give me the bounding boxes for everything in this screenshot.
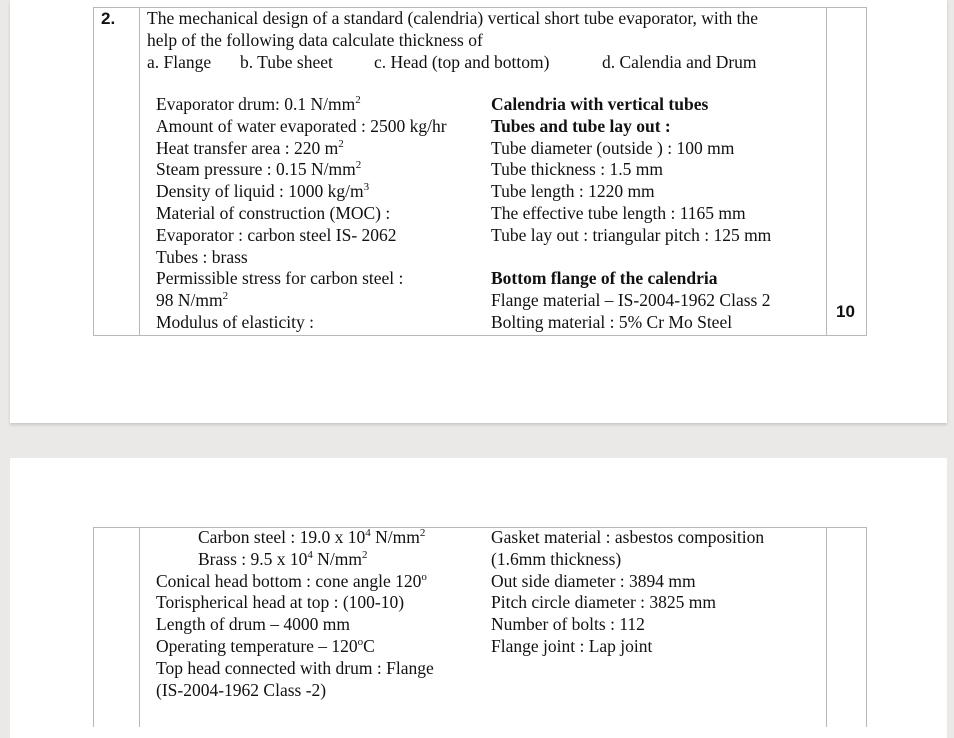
- superscript: 2: [355, 159, 362, 172]
- given-data-left-continued: [156, 527, 434, 701]
- data-line: [156, 181, 447, 203]
- given-data-left: [156, 94, 447, 334]
- line-text: Out side diameter : 3894 mm: [491, 570, 696, 591]
- data-line: [156, 571, 434, 593]
- data-line: [491, 203, 771, 225]
- line-text: Tubes : brass: [156, 246, 248, 267]
- data-line: [156, 290, 447, 312]
- data-line: [491, 138, 771, 160]
- line-text: The effective tube length : 1165 mm: [491, 202, 746, 223]
- line-text: Permissible stress for carbon steel :: [156, 268, 404, 289]
- superscript: o: [421, 570, 427, 583]
- page-2: [10, 458, 947, 738]
- table-divider: [866, 7, 867, 335]
- data-line: [491, 312, 771, 334]
- line-text: Evaporator : carbon steel IS- 2062: [156, 224, 397, 245]
- data-line: [491, 225, 771, 247]
- data-line: [156, 203, 447, 225]
- line-text: Length of drum – 4000 mm: [156, 614, 350, 635]
- data-line: [491, 159, 771, 181]
- table-divider: [139, 527, 140, 727]
- data-line: [491, 94, 771, 116]
- table-divider: [826, 7, 827, 335]
- part-b: b. Tube sheet: [240, 52, 333, 72]
- data-line: [491, 116, 771, 138]
- data-line: [491, 614, 764, 636]
- data-line: [491, 247, 771, 269]
- data-line: [156, 614, 434, 636]
- line-text: C: [363, 635, 375, 656]
- line-text: Steam pressure : 0.15 N/mm: [156, 159, 356, 180]
- superscript: 2: [355, 94, 361, 106]
- line-text: Flange material – IS-2004-1962 Class 2: [491, 290, 771, 311]
- table-divider: [866, 527, 867, 727]
- line-text: Carbon steel : 19.0 x 10: [198, 527, 366, 547]
- line-text: Number of bolts : 112: [491, 614, 645, 635]
- data-line: [156, 159, 447, 181]
- data-line: [491, 181, 771, 203]
- line-text: Tube diameter (outside ) : 100 mm: [491, 137, 735, 158]
- data-line: [156, 225, 447, 247]
- line-text: (IS-2004-1962 Class -2): [156, 679, 327, 700]
- line-text: Bottom flange of the calendria: [491, 268, 718, 289]
- line-text: Torispherical head at top : (100-10): [156, 592, 405, 613]
- line-text: Amount of water evaporated : 2500 kg/hr: [156, 115, 447, 136]
- question-intro-2: help of the following data calculate thickness of: [147, 30, 483, 50]
- data-line: [156, 680, 434, 702]
- line-text: Evaporator drum: 0.1 N/mm: [156, 94, 356, 114]
- line-text: Calendria with vertical tubes: [491, 94, 709, 114]
- given-data-right: [491, 94, 771, 334]
- superscript: 2: [222, 290, 229, 303]
- line-text: Material of construction (MOC) :: [156, 202, 391, 223]
- table-border-bottom: [93, 335, 867, 336]
- table-divider: [826, 527, 827, 727]
- superscript: 3: [363, 181, 370, 194]
- data-line: [491, 290, 771, 312]
- line-text: Operating temperature – 120: [156, 635, 358, 656]
- line-text: Modulus of elasticity :: [156, 311, 314, 332]
- line-text: Tubes and tube lay out :: [491, 115, 671, 136]
- line-text: Top head connected with drum : Flange: [156, 657, 434, 678]
- data-line: [156, 312, 447, 334]
- table-divider: [139, 7, 140, 335]
- part-c: c. Head (top and bottom): [374, 52, 550, 72]
- superscript: 2: [361, 548, 368, 561]
- line-text: Tube lay out : triangular pitch : 125 mm: [491, 224, 772, 245]
- data-line: [156, 94, 447, 116]
- line-text: Tube thickness : 1.5 mm: [491, 159, 663, 180]
- line-text: Density of liquid : 1000 kg/m: [156, 181, 364, 202]
- data-line: [156, 527, 434, 549]
- line-text: Conical head bottom : cone angle 120: [156, 570, 422, 591]
- table-divider: [93, 7, 94, 335]
- data-line: [156, 549, 434, 571]
- page-1: [10, 0, 947, 423]
- data-line: [156, 138, 447, 160]
- data-line: [156, 592, 434, 614]
- given-data-right-continued: [491, 527, 764, 658]
- line-text: Flange joint : Lap joint: [491, 635, 653, 656]
- part-d: d. Calendia and Drum: [602, 52, 757, 72]
- data-line: [156, 116, 447, 138]
- superscript: o: [357, 635, 364, 648]
- question-marks: 10: [836, 302, 855, 321]
- line-text: Pitch circle diameter : 3825 mm: [491, 592, 717, 613]
- data-line: [156, 658, 434, 680]
- line-text: Heat transfer area : 220 m: [156, 137, 339, 158]
- superscript: 2: [419, 527, 426, 539]
- superscript: 2: [338, 137, 344, 150]
- table-divider: [93, 527, 94, 727]
- superscript: 4: [307, 548, 313, 561]
- line-text: 98 N/mm: [156, 290, 223, 311]
- line-text: Brass : 9.5 x 10: [198, 548, 308, 569]
- data-line: [491, 592, 764, 614]
- line-text: N/mm: [370, 527, 420, 547]
- data-line: [491, 636, 764, 658]
- line-text: Bolting material : 5% Cr Mo Steel: [491, 311, 733, 332]
- data-line: [491, 268, 771, 290]
- superscript: 4: [365, 527, 371, 539]
- data-line: [156, 636, 434, 658]
- line-text: Gasket material : asbestos composition: [491, 527, 765, 547]
- question-intro-1: The mechanical design of a standard (calendria) vertical short tube evaporator, with the: [147, 8, 759, 28]
- line-text: (1.6mm thickness): [491, 548, 622, 569]
- question-number: 2.: [101, 9, 116, 28]
- line-text: N/mm: [312, 548, 362, 569]
- data-line: [156, 247, 447, 269]
- data-line: [491, 527, 764, 549]
- line-text: Tube length : 1220 mm: [491, 181, 655, 202]
- data-line: [491, 549, 764, 571]
- data-line: [156, 268, 447, 290]
- part-a: a. Flange: [147, 52, 212, 72]
- data-line: [491, 571, 764, 593]
